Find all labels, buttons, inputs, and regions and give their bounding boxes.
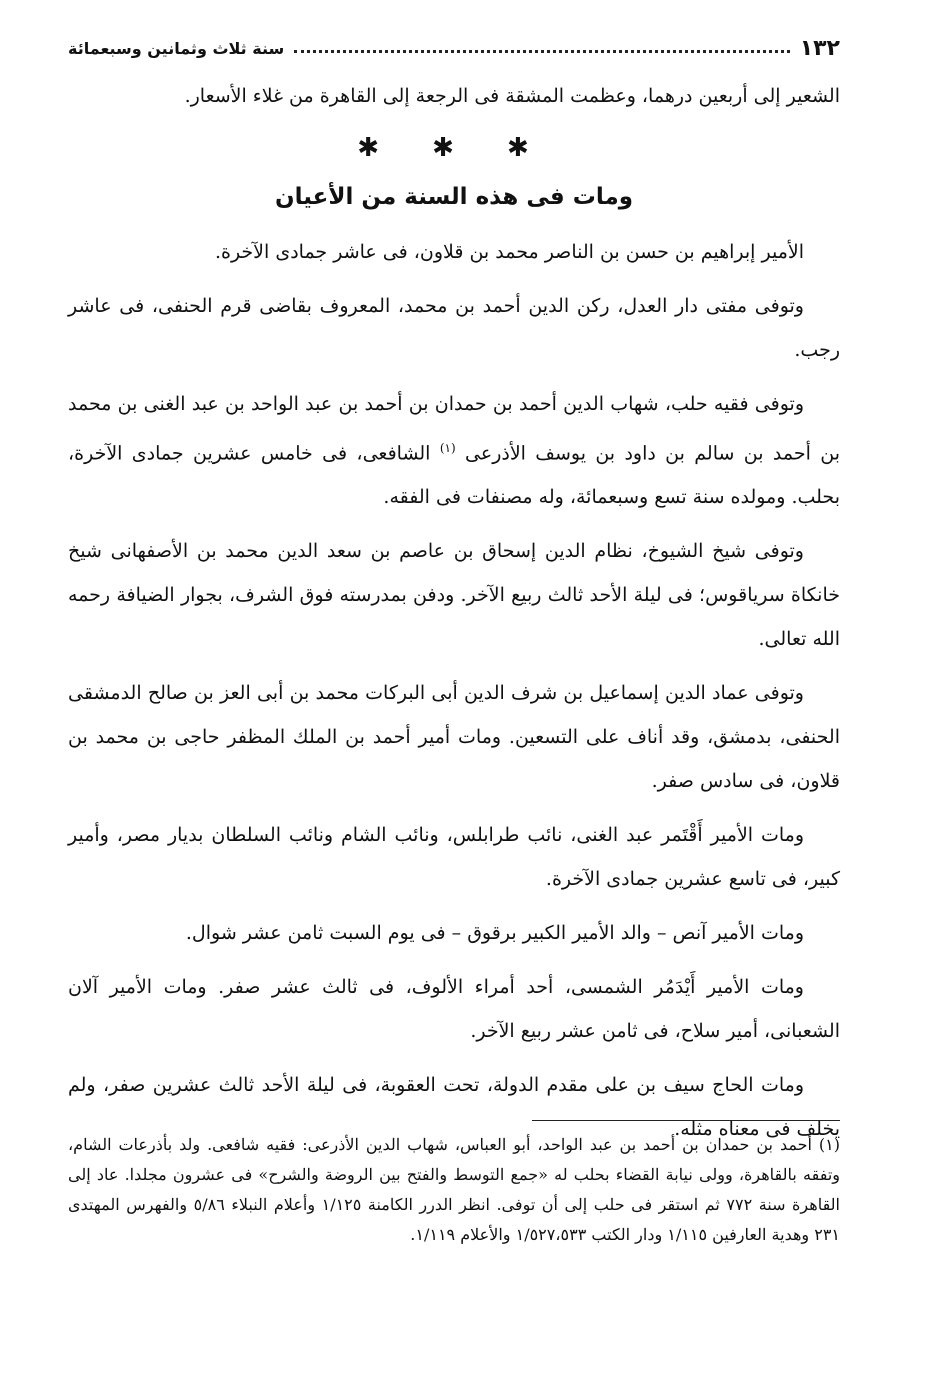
main-text <box>68 74 840 1161</box>
paragraph-4: وتوفى شيخ الشيوخ، نظام الدين إسحاق بن عاصم بن سعد الدين محمد بن الأصفهانى شيخ خانكاة سرياقوس؛ فى ليلة الأحد ثالث ربيع الآخر. ودفن بمدرسته فوق الشرف، بجوار الضيافة رحمه الله تعالى. <box>68 540 840 651</box>
paragraph-7: ومات الأمير آنص – والد الأمير الكبير برقوق – فى يوم السبت ثامن عشر شوال. <box>185 922 804 945</box>
footnotes <box>68 1130 840 1250</box>
paragraph-8: ومات الأمير أَيْدَمُر الشمسى، أحد أمراء الألوف، فى ثالث عشر صفر. ومات الأمير آلان الشعبانى، أمير سلاح، فى ثامن عشر ربيع الآخر. <box>68 976 840 1043</box>
intro-paragraph: الشعير إلى أربعين درهما، وعظمت المشقة فى الرجعة إلى القاهرة من غلاء الأسعار. <box>184 85 840 107</box>
paragraph-2: وتوفى مفتى دار العدل، ركن الدين أحمد بن محمد، المعروف بقاضى قرم الحنفى، فى عاشر رجب. <box>68 295 840 361</box>
paragraph-3-part-a: وتوفى فقيه حلب، شهاب الدين أحمد بن حمدان بن أحمد بن عبد الواحد بن عبد الغنى بن محمد بن أحمد بن سالم بن داود بن يوسف الأذرعى <box>68 393 840 465</box>
paragraph-3 <box>68 382 840 519</box>
page-number: ١٣٢ <box>799 35 840 61</box>
paragraph-3-part-b: الشافعى، فى خامس عشرين جمادى الآخرة، بحلب. ومولده سنة تسع وسبعمائة، وله مصنفات فى الفقه. <box>68 442 840 509</box>
footnote-reference: (١) <box>439 441 456 455</box>
running-title: سنة ثلاث وثمانين وسبعمائة <box>68 38 285 58</box>
section-separator-stars: ✱ ✱ ✱ <box>357 133 551 163</box>
footnote-divider <box>532 1120 840 1121</box>
section-heading: ومات فى هذه السنة من الأعيان <box>274 184 634 210</box>
paragraph-9: ومات الحاج سيف بن على مقدم الدولة، تحت العقوبة، فى ليلة الأحد ثالث عشرين صفر، ولم يخلف فى معناه مثله. <box>68 1074 840 1141</box>
paragraph-6: ومات الأمير أَقْتَمر عبد الغنى، نائب طرابلس، ونائب الشام ونائب السلطان بديار مصر، وأمير كبير، فى تاسع عشرين جمادى الآخرة. <box>68 824 840 891</box>
paragraph-1: الأمير إبراهيم بن حسن بن الناصر محمد بن قلاون، فى عاشر جمادى الآخرة. <box>214 241 804 263</box>
header-dot-leader <box>294 50 789 53</box>
page-header <box>68 28 840 68</box>
footnote-1: (١) أحمد بن حمدان بن أحمد بن عبد الواحد، أبو العباس، شهاب الدين الأذرعى: فقيه شافعى. ولد بأذرعات الشام، وتفقه بالقاهرة، وولى نيابة القضاء بحلب له «جمع التوسط والفتح بين الروضة والشرح» فى عشرون مجلدا. عاد إلى القاهرة سنة ٧٧٢ ثم استقر فى حلب إلى أن توفى. انظر الدرر الكامنة ١/١٢٥ وأعلام النبلاء ٥/٨٦ والفهرس المهتدى ٢٣١ وهدية العارفين ١/١١٥ ودار الكتب ١/٥٢٧،٥٣٣ والأعلام ١/١١٩. <box>68 1135 841 1244</box>
book-page <box>68 20 840 1350</box>
paragraph-5: وتوفى عماد الدين إسماعيل بن شرف الدين أبى البركات محمد بن أبى العز بن صالح الدمشقى الحنفى، بدمشق، وقد أناف على التسعين. ومات أمير أحمد بن الملك المظفر حاجى بن محمد بن قلاون، فى سادس صفر. <box>68 682 840 793</box>
